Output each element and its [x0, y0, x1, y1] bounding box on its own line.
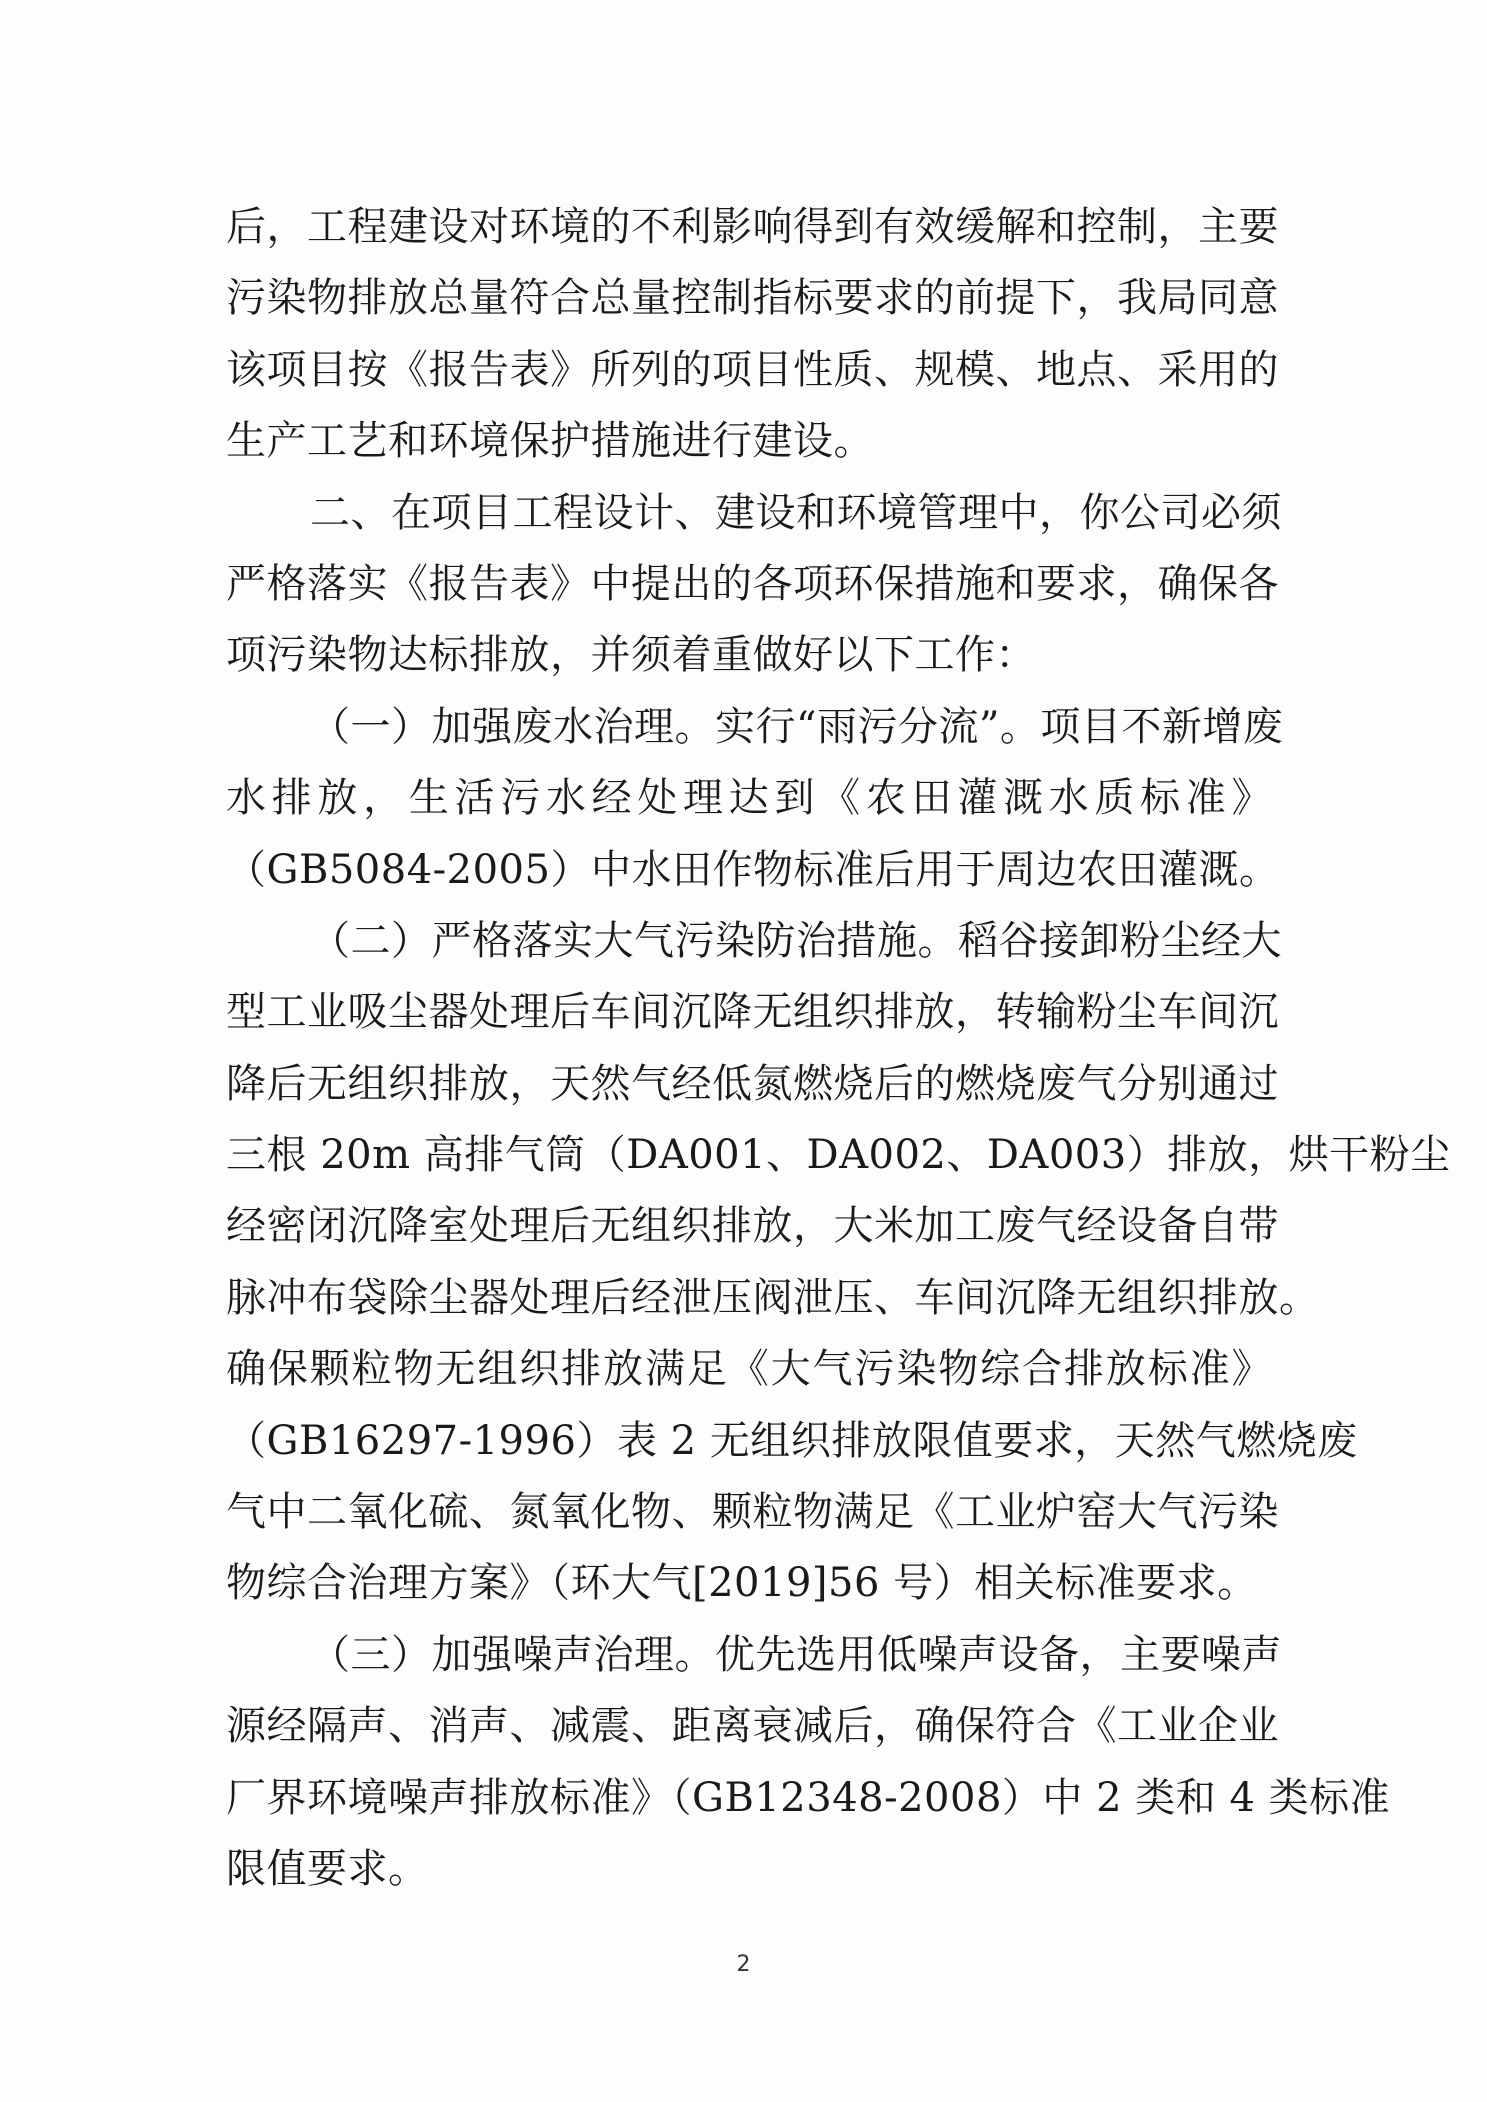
paragraph-line: （GB16297-1996）表 2 无组织排放限值要求，天然气燃烧废 — [226, 1417, 1358, 1464]
paragraph-line: 脉冲布袋除尘器处理后经泄压阀泄压、车间沉降无组织排放。 — [226, 1274, 1320, 1321]
paragraph-line: （二）严格落实大气污染防治措施。稻谷接卸粉尘经大 — [310, 917, 1282, 964]
paragraph-line: 源经隔声、消声、减震、距离衰减后，确保符合《工业企业 — [226, 1703, 1279, 1750]
paragraph-line: （一）加强废水治理。实行“雨污分流”。项目不新增废 — [310, 703, 1284, 750]
paragraph-line: （三）加强噪声治理。优先选用低噪声设备，主要噪声 — [310, 1631, 1282, 1678]
paragraph-line: 生产工艺和环境保护措施进行建设。 — [226, 418, 874, 465]
paragraph-line: 项污染物达标排放，并须着重做好以下工作： — [226, 632, 1036, 679]
paragraph-line: 限值要求。 — [226, 1845, 429, 1892]
document-body — [226, 192, 1451, 1905]
paragraph-line: 经密闭沉降室处理后无组织排放，大米加工废气经设备自带 — [226, 1203, 1279, 1250]
paragraph-line: 污染物排放总量符合总量控制指标要求的前提下，我局同意 — [226, 275, 1279, 322]
paragraph-line: 后，工程建设对环境的不利影响得到有效缓解和控制，主要 — [226, 204, 1279, 250]
paragraph-line: 严格落实《报告表》中提出的各项环保措施和要求，确保各 — [226, 560, 1279, 607]
paragraph-line: 三根 20m 高排气筒（DA001、DA002、DA003）排放，烘干粉尘 — [226, 1132, 1451, 1179]
paragraph-line: 该项目按《报告表》所列的项目性质、规模、地点、采用的 — [226, 346, 1279, 393]
paragraph-line: 厂界环境噪声排放标准》（GB12348-2008）中 2 类和 4 类标准 — [226, 1774, 1391, 1821]
paragraph-line: （GB5084-2005）中水田作物标准后用于周边农田灌溉。 — [226, 846, 1280, 893]
paragraph-line: 型工业吸尘器处理后车间沉降无组织排放，转输粉尘车间沉 — [226, 989, 1279, 1036]
paragraph-line: 二、在项目工程设计、建设和环境管理中，你公司必须 — [310, 489, 1282, 536]
paragraph-line: 降后无组织排放，天然气经低氮燃烧后的燃烧废气分别通过 — [226, 1060, 1279, 1107]
paragraph-line: 水排放，生活污水经处理达到《农田灌溉水质标准》 — [226, 775, 1272, 822]
paragraph-line: 确保颗粒物无组织排放满足《大气污染物综合排放标准》 — [226, 1346, 1272, 1393]
paragraph-line: 物综合治理方案》（环大气[2019]56 号）相关标准要求。 — [226, 1560, 1258, 1607]
page-number: 2 — [736, 1952, 751, 1977]
paragraph-line: 气中二氧化硫、氮氧化物、颗粒物满足《工业炉窑大气污染 — [226, 1489, 1279, 1536]
